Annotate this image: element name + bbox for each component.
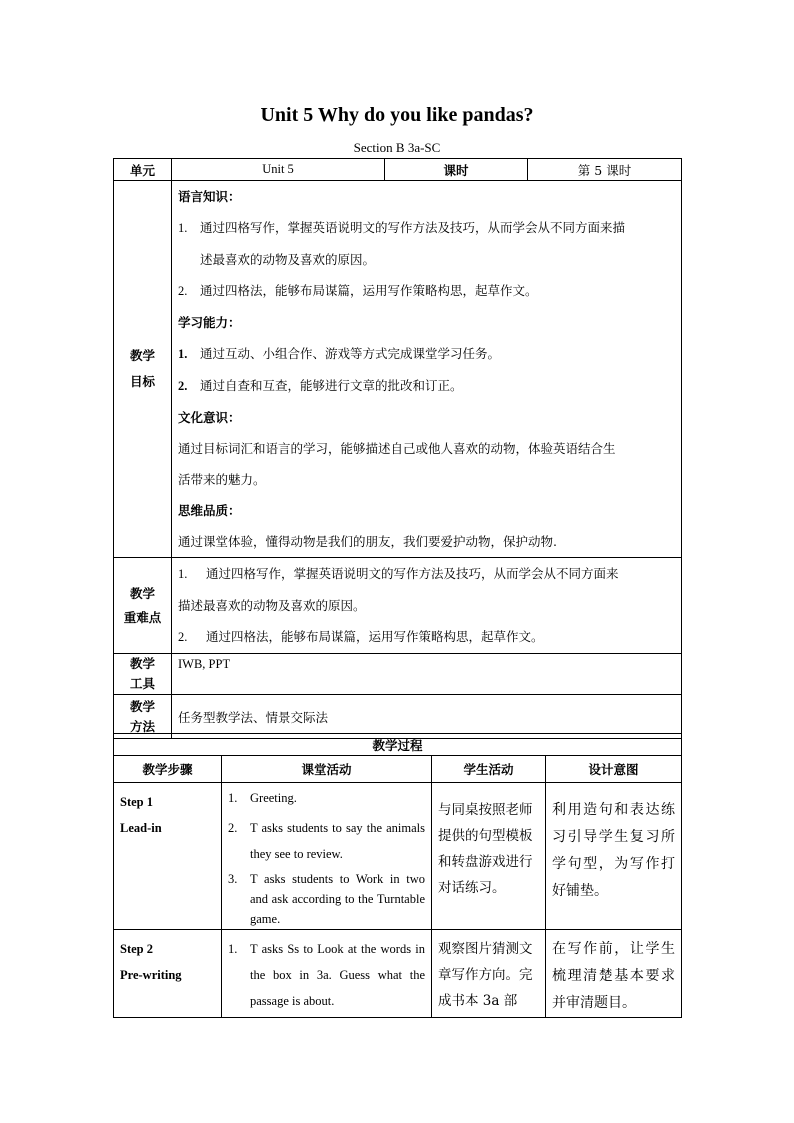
ability-item-1 (178, 338, 675, 370)
step-1-student: 与同桌按照老师提供的句型模板和转盘游戏进行对话练习。 (432, 783, 546, 930)
tools-row (114, 654, 682, 695)
thinking-text: 通过课堂体验，懂得动物是我们的朋友，我们要爱护动物，保护动物. (178, 534, 557, 549)
methods-label (114, 695, 172, 739)
objectives-row (114, 181, 682, 558)
process-columns-row (114, 756, 682, 783)
process-table (113, 733, 682, 1018)
language-item-1-line1: 通过四格写作，掌握英语说明文的写作方法及技巧，从而学会从不同方面来描 (200, 220, 626, 235)
key-points-row (114, 558, 682, 654)
ability-item-1-num: 1. (178, 347, 188, 361)
key-points-label-line2: 重难点 (123, 609, 162, 625)
unit-value: Unit 5 (172, 159, 385, 181)
language-item-1 (178, 212, 675, 244)
ability-item-2-text: 通过自查和互查，能够进行文章的批改和订正。 (200, 378, 463, 393)
step-1-name: Lead-in (120, 821, 162, 835)
step-2-name: Pre-writing (120, 968, 182, 982)
process-heading: 教学过程 (114, 734, 682, 756)
language-item-2 (178, 275, 675, 307)
step-2-activity-1 (228, 936, 425, 1014)
step-2-activity-1-num: 1. (228, 942, 238, 956)
ability-heading: 学习能力： (178, 315, 241, 330)
objectives-label-line2: 目标 (129, 374, 155, 389)
step-1-intent: 利用造句和表达练习引导学生复习所学句型，为写作打好铺垫。 (546, 783, 682, 930)
culture-line2: 活带来的魅力。 (178, 472, 266, 487)
column-step: 教学步骤 (114, 756, 222, 783)
language-item-1-num: 1. (178, 221, 188, 235)
thinking-heading: 思维品质： (178, 503, 241, 518)
column-student: 学生活动 (432, 756, 546, 783)
step-1-activity-3 (228, 869, 425, 929)
step-1-activity-1-text: Greeting. (250, 791, 297, 805)
step-2-number: Step 2 (120, 942, 153, 956)
key-point-1-line2: 描述最喜欢的动物及喜欢的原因。 (178, 598, 366, 613)
step-1-activity-1-num: 1. (228, 791, 238, 805)
language-item-2-num: 2. (178, 284, 188, 298)
tools-label-line1: 教学 (129, 656, 155, 671)
step-2-activities (222, 930, 432, 1018)
methods-row (114, 695, 682, 739)
document-subtitle: Section B 3a-SC (353, 140, 441, 155)
key-point-1-num: 1. (178, 567, 188, 581)
culture-heading: 文化意识： (178, 410, 241, 425)
objectives-label (114, 181, 172, 558)
period-value: 第 5 课时 (528, 159, 682, 181)
key-points-label-line1: 教学 (129, 585, 155, 601)
lesson-info-table (113, 158, 682, 739)
tools-label-line2: 工具 (129, 676, 155, 691)
ability-item-1-text: 通过互动、小组合作、游戏等方式完成课堂学习任务。 (200, 346, 501, 361)
step-1-activity-3-num: 3. (228, 872, 238, 886)
methods-value: 任务型教学法、情景交际法 (172, 695, 682, 739)
header-row (114, 159, 682, 181)
key-point-1-line1: 通过四格写作，掌握英语说明文的写作方法及技巧，从而学会从不同方面来 (206, 566, 619, 581)
step-2-activity-1-text: T asks Ss to Look at the words in the box in 3a. Guess what the passage is about. (250, 942, 425, 1008)
unit-label: 单元 (114, 159, 172, 181)
culture-line1: 通过目标词汇和语言的学习，能够描述自己或他人喜欢的动物，体验英语结合生 (178, 441, 616, 456)
tools-value: IWB, PPT (172, 654, 682, 695)
process-step-row-2 (114, 930, 682, 1018)
step-2-student: 观察图片猜测文章写作方向。完成书本 3a 部 (432, 930, 546, 1018)
key-point-2 (178, 621, 675, 653)
step-1-activity-2-text: T asks students to say the animals they see to review. (250, 821, 425, 861)
step-1-cell (114, 783, 222, 930)
ability-item-2 (178, 370, 675, 402)
column-activity: 课堂活动 (222, 756, 432, 783)
objectives-content (172, 181, 682, 558)
column-intent: 设计意图 (546, 756, 682, 783)
process-heading-row (114, 734, 682, 756)
step-1-activity-1 (228, 791, 425, 806)
step-2-cell (114, 930, 222, 1018)
period-label: 课时 (385, 159, 528, 181)
ability-item-2-num: 2. (178, 379, 188, 393)
objectives-label-line1: 教学 (129, 348, 155, 363)
key-point-1 (178, 558, 675, 590)
step-1-number: Step 1 (120, 795, 153, 809)
language-heading: 语言知识： (178, 189, 241, 204)
key-points-content (172, 558, 682, 654)
key-point-2-num: 2. (178, 630, 188, 644)
tools-label (114, 654, 172, 695)
document-title: Unit 5 Why do you like pandas? (260, 104, 534, 126)
key-points-label (114, 558, 172, 654)
step-1-activities (222, 783, 432, 930)
language-item-1-line2: 述最喜欢的动物及喜欢的原因。 (200, 252, 376, 267)
step-1-activity-3-text: T asks students to Work in two and ask according to the Turntable game. (250, 872, 425, 926)
step-1-activity-2-num: 2. (228, 821, 238, 835)
key-point-2-text: 通过四格法，能够布局谋篇，运用写作策略构思，起草作文。 (206, 629, 544, 644)
methods-label-line1: 教学 (129, 698, 155, 714)
step-1-activity-2 (228, 815, 425, 867)
step-2-intent: 在写作前，让学生梳理清楚基本要求并审清题目。 (546, 930, 682, 1018)
methods-label-line2: 方法 (129, 718, 155, 734)
process-step-row-1 (114, 783, 682, 930)
language-item-2-text: 通过四格法，能够布局谋篇，运用写作策略构思，起草作文。 (200, 283, 538, 298)
